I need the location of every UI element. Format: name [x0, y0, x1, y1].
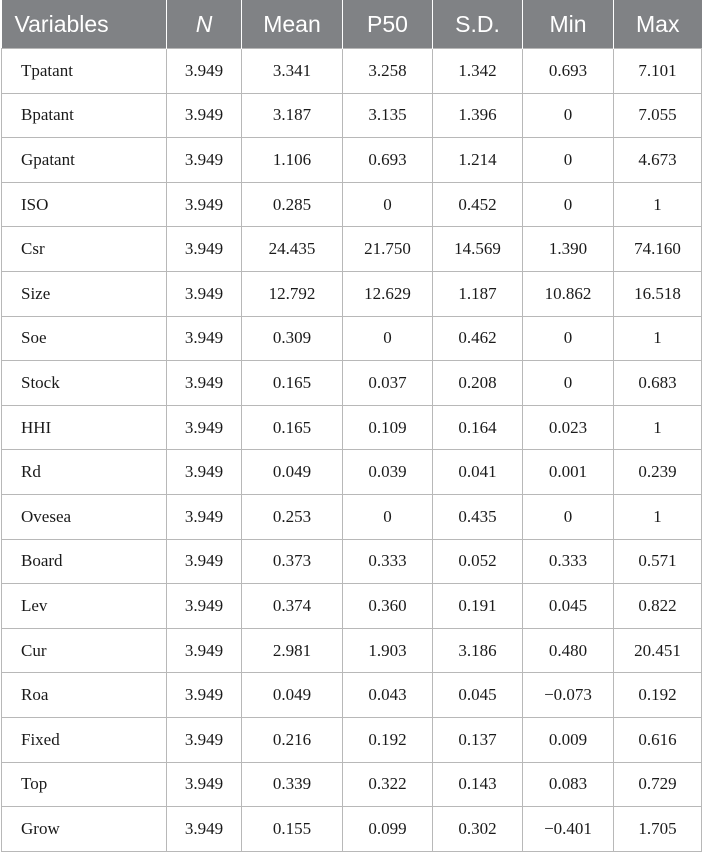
cell-min: 0 — [523, 494, 614, 539]
cell-variable: Size — [2, 271, 167, 316]
header-sd: S.D. — [433, 0, 523, 49]
cell-p50: 0.039 — [343, 450, 433, 495]
cell-p50: 0.360 — [343, 584, 433, 629]
table-row — [2, 138, 702, 183]
cell-max: 1 — [614, 316, 702, 361]
cell-p50: 0.693 — [343, 138, 433, 183]
cell-sd: 0.452 — [433, 182, 523, 227]
header-row — [2, 0, 702, 49]
cell-sd: 0.164 — [433, 405, 523, 450]
cell-n: 3.949 — [167, 494, 242, 539]
cell-min: 0 — [523, 138, 614, 183]
cell-n: 3.949 — [167, 628, 242, 673]
cell-mean: 0.285 — [242, 182, 343, 227]
header-n: N — [167, 0, 242, 49]
cell-max: 0.192 — [614, 673, 702, 718]
cell-min: 1.390 — [523, 227, 614, 272]
cell-min: −0.073 — [523, 673, 614, 718]
table-row — [2, 807, 702, 852]
cell-sd: 1.214 — [433, 138, 523, 183]
table-row — [2, 271, 702, 316]
cell-n: 3.949 — [167, 227, 242, 272]
cell-sd: 0.191 — [433, 584, 523, 629]
cell-p50: 3.135 — [343, 93, 433, 138]
cell-min: −0.401 — [523, 807, 614, 852]
cell-mean: 2.981 — [242, 628, 343, 673]
cell-n: 3.949 — [167, 717, 242, 762]
cell-min: 0 — [523, 361, 614, 406]
cell-n: 3.949 — [167, 405, 242, 450]
cell-variable: Grow — [2, 807, 167, 852]
cell-variable: Csr — [2, 227, 167, 272]
table-row — [2, 494, 702, 539]
cell-p50: 0 — [343, 182, 433, 227]
cell-min: 10.862 — [523, 271, 614, 316]
cell-p50: 0.192 — [343, 717, 433, 762]
cell-max: 1.705 — [614, 807, 702, 852]
cell-mean: 0.309 — [242, 316, 343, 361]
table-row — [2, 450, 702, 495]
cell-n: 3.949 — [167, 361, 242, 406]
cell-max: 0.729 — [614, 762, 702, 807]
cell-mean: 12.792 — [242, 271, 343, 316]
cell-variable: Board — [2, 539, 167, 584]
cell-p50: 0 — [343, 316, 433, 361]
cell-min: 0.009 — [523, 717, 614, 762]
cell-n: 3.949 — [167, 584, 242, 629]
cell-mean: 0.049 — [242, 673, 343, 718]
descriptive-statistics-table — [1, 0, 702, 852]
cell-variable: Cur — [2, 628, 167, 673]
cell-mean: 0.165 — [242, 361, 343, 406]
cell-n: 3.949 — [167, 673, 242, 718]
table-row — [2, 405, 702, 450]
table-row — [2, 584, 702, 629]
cell-variable: Lev — [2, 584, 167, 629]
table-row — [2, 93, 702, 138]
cell-sd: 0.302 — [433, 807, 523, 852]
cell-min: 0.001 — [523, 450, 614, 495]
cell-max: 20.451 — [614, 628, 702, 673]
cell-p50: 3.258 — [343, 49, 433, 94]
cell-p50: 0.333 — [343, 539, 433, 584]
cell-min: 0.333 — [523, 539, 614, 584]
cell-mean: 1.106 — [242, 138, 343, 183]
cell-variable: Top — [2, 762, 167, 807]
cell-mean: 0.165 — [242, 405, 343, 450]
cell-min: 0 — [523, 316, 614, 361]
cell-mean: 0.373 — [242, 539, 343, 584]
cell-variable: ISO — [2, 182, 167, 227]
header-max: Max — [614, 0, 702, 49]
cell-variable: Ovesea — [2, 494, 167, 539]
table-header — [2, 0, 702, 49]
cell-sd: 0.435 — [433, 494, 523, 539]
cell-sd: 1.342 — [433, 49, 523, 94]
cell-variable: Soe — [2, 316, 167, 361]
cell-variable: Bpatant — [2, 93, 167, 138]
cell-sd: 1.396 — [433, 93, 523, 138]
cell-p50: 0.109 — [343, 405, 433, 450]
cell-sd: 1.187 — [433, 271, 523, 316]
cell-min: 0.023 — [523, 405, 614, 450]
cell-n: 3.949 — [167, 271, 242, 316]
cell-p50: 0 — [343, 494, 433, 539]
cell-sd: 0.208 — [433, 361, 523, 406]
cell-sd: 0.143 — [433, 762, 523, 807]
cell-min: 0 — [523, 182, 614, 227]
cell-min: 0.693 — [523, 49, 614, 94]
cell-sd: 0.462 — [433, 316, 523, 361]
cell-n: 3.949 — [167, 93, 242, 138]
cell-p50: 1.903 — [343, 628, 433, 673]
cell-variable: Roa — [2, 673, 167, 718]
cell-max: 7.101 — [614, 49, 702, 94]
header-mean: Mean — [242, 0, 343, 49]
cell-max: 74.160 — [614, 227, 702, 272]
cell-n: 3.949 — [167, 49, 242, 94]
table-row — [2, 182, 702, 227]
cell-mean: 0.339 — [242, 762, 343, 807]
header-p50: P50 — [343, 0, 433, 49]
cell-max: 16.518 — [614, 271, 702, 316]
cell-max: 0.683 — [614, 361, 702, 406]
cell-max: 4.673 — [614, 138, 702, 183]
cell-max: 0.616 — [614, 717, 702, 762]
cell-min: 0.480 — [523, 628, 614, 673]
table-row — [2, 628, 702, 673]
cell-sd: 0.052 — [433, 539, 523, 584]
table-row — [2, 227, 702, 272]
cell-min: 0.045 — [523, 584, 614, 629]
cell-sd: 3.186 — [433, 628, 523, 673]
cell-max: 7.055 — [614, 93, 702, 138]
cell-n: 3.949 — [167, 539, 242, 584]
cell-mean: 0.374 — [242, 584, 343, 629]
table-body — [2, 49, 702, 852]
cell-p50: 0.322 — [343, 762, 433, 807]
header-variables: Variables — [2, 0, 167, 49]
cell-mean: 24.435 — [242, 227, 343, 272]
table-row — [2, 673, 702, 718]
cell-n: 3.949 — [167, 138, 242, 183]
cell-sd: 0.137 — [433, 717, 523, 762]
table-row — [2, 49, 702, 94]
cell-n: 3.949 — [167, 182, 242, 227]
cell-sd: 0.045 — [433, 673, 523, 718]
cell-n: 3.949 — [167, 807, 242, 852]
cell-variable: Gpatant — [2, 138, 167, 183]
cell-n: 3.949 — [167, 316, 242, 361]
table-row — [2, 539, 702, 584]
cell-p50: 0.043 — [343, 673, 433, 718]
cell-max: 1 — [614, 405, 702, 450]
cell-max: 0.571 — [614, 539, 702, 584]
cell-n: 3.949 — [167, 450, 242, 495]
cell-mean: 3.341 — [242, 49, 343, 94]
cell-min: 0.083 — [523, 762, 614, 807]
cell-p50: 12.629 — [343, 271, 433, 316]
table-row — [2, 316, 702, 361]
cell-variable: Fixed — [2, 717, 167, 762]
table-row — [2, 762, 702, 807]
cell-min: 0 — [523, 93, 614, 138]
cell-n: 3.949 — [167, 762, 242, 807]
cell-mean: 0.253 — [242, 494, 343, 539]
cell-mean: 0.216 — [242, 717, 343, 762]
table-row — [2, 717, 702, 762]
cell-p50: 21.750 — [343, 227, 433, 272]
cell-max: 0.239 — [614, 450, 702, 495]
cell-mean: 3.187 — [242, 93, 343, 138]
cell-sd: 0.041 — [433, 450, 523, 495]
cell-mean: 0.155 — [242, 807, 343, 852]
cell-max: 1 — [614, 182, 702, 227]
header-min: Min — [523, 0, 614, 49]
cell-variable: Rd — [2, 450, 167, 495]
cell-p50: 0.099 — [343, 807, 433, 852]
cell-max: 1 — [614, 494, 702, 539]
cell-max: 0.822 — [614, 584, 702, 629]
cell-variable: Tpatant — [2, 49, 167, 94]
cell-sd: 14.569 — [433, 227, 523, 272]
cell-variable: Stock — [2, 361, 167, 406]
table-row — [2, 361, 702, 406]
cell-variable: HHI — [2, 405, 167, 450]
cell-p50: 0.037 — [343, 361, 433, 406]
cell-mean: 0.049 — [242, 450, 343, 495]
